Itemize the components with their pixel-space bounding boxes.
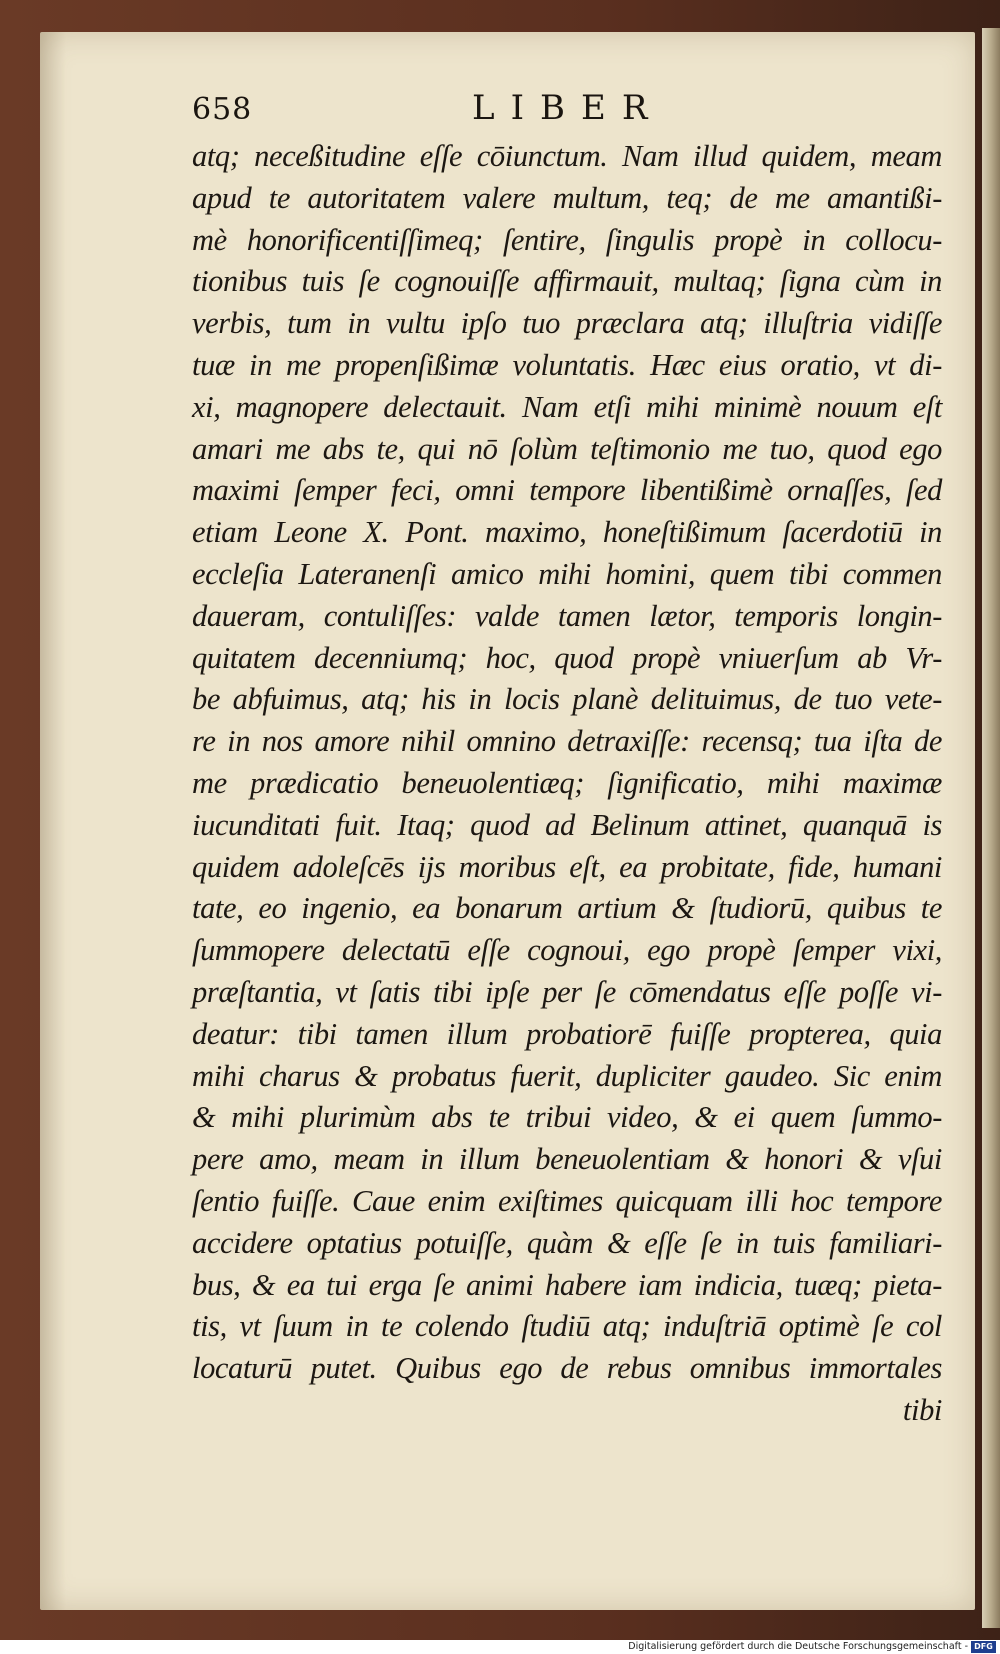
- text-line: atq; neceßitudine eſſe cōiunctum. Nam illud quidem, meam: [192, 139, 942, 173]
- text-line: re in nos amore nihil omnino detraxiſſe: recensq; tua iſta de: [192, 724, 942, 759]
- text-line: iucunditati fuit. Itaq; quod ad Belinum attinet, quanquā is: [192, 807, 942, 842]
- text-line: eccleſia Lateranenſi amico mihi homini, quem tibi commen: [192, 556, 942, 591]
- text-line: amari me abs te, qui nō ſolùm teſtimonio me tuo, quod ego: [192, 431, 942, 466]
- text-line: me prædicatio beneuolentiæq; ſignificatio, mihi maximæ: [192, 765, 942, 800]
- page-number: 658: [192, 92, 253, 127]
- text-line: quidem adoleſcēs ijs moribus eſt, ea probitate, fide, humani: [192, 849, 942, 884]
- text-line: tuæ in me propenſißimæ voluntatis. Hæc eius oratio, vt di-: [192, 347, 942, 382]
- dfg-logo: DFG: [971, 1641, 996, 1653]
- text-line: ſentio fuiſſe. Caue enim exiſtimes quicquam illi hoc tempore: [192, 1183, 942, 1218]
- text-line: bus, & ea tui erga ſe animi habere iam indicia, tuæq; pieta-: [192, 1267, 942, 1302]
- text-line: deatur: tibi tamen illum probatiorē fuiſſe propterea, quia: [192, 1016, 942, 1051]
- text-line: præſtantia, vt ſatis tibi ipſe per ſe cōmendatus eſſe poſſe vi-: [192, 974, 942, 1009]
- body-text: [192, 136, 942, 1432]
- page-header: [192, 88, 712, 134]
- catchword: tibi: [902, 1392, 942, 1427]
- text-line: quitatem decenniumq; hoc, quod propè vniuerſum ab Vr-: [192, 640, 942, 675]
- text-line: & mihi plurimùm abs te tribui video, & ei quem ſummo-: [192, 1100, 942, 1135]
- running-head: LIBER: [472, 88, 664, 128]
- text-line: apud te autoritatem valere multum, teq; de me amantißi-: [192, 180, 942, 215]
- spine-shadow: [40, 32, 66, 1610]
- text-line: ſummopere delectatū eſſe cognoui, ego propè ſemper vixi,: [192, 933, 942, 968]
- text-line: maximi ſemper feci, omni tempore libentißimè ornaſſes, ſed: [192, 473, 942, 508]
- footer-credit: Digitalisierung gefördert durch die Deutsche Forschungsgemeinschaft -: [628, 1641, 968, 1652]
- text-line: locaturū putet. Quibus ego de rebus omnibus immortales: [192, 1351, 942, 1386]
- text-line: tis, vt ſuum in te colendo ſtudiū atq; induſtriā optimè ſe col: [192, 1309, 942, 1344]
- text-line: be abfuimus, atq; his in locis planè delituimus, de tuo vete-: [192, 682, 942, 717]
- text-line: daueram, contuliſſes: valde tamen lætor, temporis longin-: [192, 598, 942, 633]
- text-line: verbis, tum in vultu ipſo tuo præclara atq; illuſtria vidiſſe: [192, 306, 942, 341]
- text-line: etiam Leone X. Pont. maximo, honeſtißimum ſacerdotiū in: [192, 515, 942, 550]
- text-line: tionibus tuis ſe cognouiſſe affirmauit, multaq; ſigna cùm in: [192, 264, 942, 299]
- text-line: mihi charus & probatus fuerit, dupliciter gaudeo. Sic enim: [192, 1058, 942, 1093]
- text-line: accidere optatius potuiſſe, quàm & eſſe ſe in tuis familiari-: [192, 1225, 942, 1260]
- text-line: pere amo, meam in illum beneuolentiam & honori & vſui: [192, 1142, 942, 1177]
- text-line: mè honorificentiſſimeq; ſentire, ſingulis propè in collocu-: [192, 222, 942, 257]
- page-edge: [982, 28, 1000, 1628]
- text-line: xi, magnopere delectauit. Nam etſi mihi minimè nouum eſt: [192, 389, 942, 424]
- text-line: tate, eo ingenio, ea bonarum artium & ſtudiorū, quibus te: [192, 891, 942, 926]
